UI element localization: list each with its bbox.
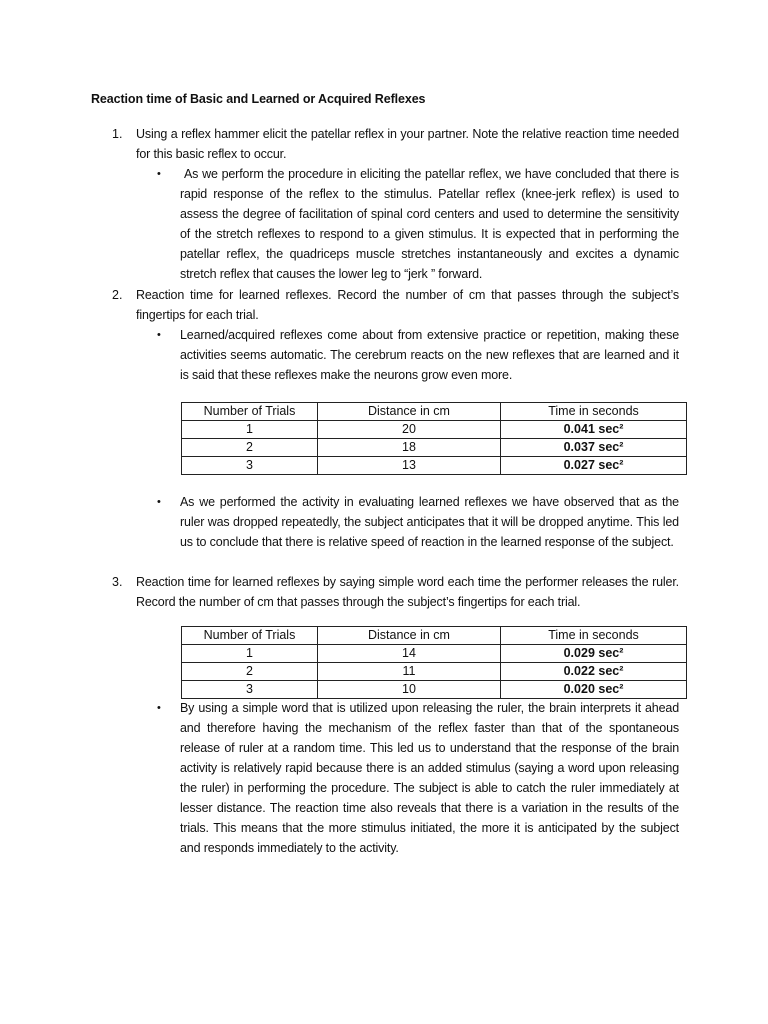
cell-time: 0.029 sec² bbox=[501, 645, 687, 663]
table-row bbox=[182, 663, 687, 681]
item-3-instruction: Reaction time for learned reflexes by saying simple word each time the performer releases the ruler. Record the number of cm that passes through the subject’s fingertips for each trial. bbox=[136, 575, 679, 609]
table-row bbox=[182, 421, 687, 439]
cell-trial: 3 bbox=[182, 457, 318, 475]
item-2-bullet-1-symbol: • bbox=[157, 329, 161, 341]
cell-trial: 1 bbox=[182, 645, 318, 663]
item-3-bullet-1-text: By using a simple word that is utilized upon releasing the ruler, the brain interprets it ahead and therefore having the mechanism of the reflex faster than that of the spontaneous release of ruler at a random time. This led us to understand that the response of the brain activity is relatively rapid because there is an added stimulus (saying a word upon releasing the ruler) in performing the procedure. The subject is able to catch the ruler immediately at lesser distance. The reaction time also reveals that there is a variation in the results of the trials. This means that the more stimulus initiated, the more it is anticipated by the subject and responds immediately to the activity. bbox=[180, 701, 679, 855]
item-3-number: 3. bbox=[112, 575, 123, 589]
item-1-bullet-1-symbol: • bbox=[157, 168, 161, 180]
cell-distance: 20 bbox=[318, 421, 501, 439]
cell-distance: 11 bbox=[318, 663, 501, 681]
item-2-bullet-1-text: Learned/acquired reflexes come about from extensive practice or repetition, making these activities seems automatic. The cerebrum reacts on the new reflexes that are learned and it is said that these reflexes make the neurons grow even more. bbox=[180, 328, 679, 382]
item-2-instruction: Reaction time for learned reflexes. Record the number of cm that passes through the subject’s fingertips for each trial. bbox=[136, 288, 679, 322]
cell-distance: 10 bbox=[318, 681, 501, 699]
header-trials: Number of Trials bbox=[182, 403, 318, 421]
cell-trial: 2 bbox=[182, 439, 318, 457]
cell-distance: 14 bbox=[318, 645, 501, 663]
table-row bbox=[182, 681, 687, 699]
cell-time: 0.041 sec² bbox=[501, 421, 687, 439]
trials-table-1 bbox=[181, 402, 687, 475]
table-row bbox=[182, 645, 687, 663]
item-1-number: 1. bbox=[112, 127, 123, 141]
trials-table-2 bbox=[181, 626, 687, 699]
cell-time: 0.020 sec² bbox=[501, 681, 687, 699]
cell-trial: 2 bbox=[182, 663, 318, 681]
cell-trial: 1 bbox=[182, 421, 318, 439]
cell-distance: 18 bbox=[318, 439, 501, 457]
table-row bbox=[182, 457, 687, 475]
item-2-bullet-2-text: As we performed the activity in evaluating learned reflexes we have observed that as the ruler was dropped repeatedly, the subject anticipates that it will be dropped anytime. This led us to conclude that there is relative speed of reaction in the learned response of the subject. bbox=[180, 495, 679, 549]
item-1-instruction: Using a reflex hammer elicit the patellar reflex in your partner. Note the relative reaction time needed for this basic reflex to occur. bbox=[136, 127, 679, 161]
header-trials: Number of Trials bbox=[182, 627, 318, 645]
item-2-bullet-2-symbol: • bbox=[157, 496, 161, 508]
header-time: Time in seconds bbox=[501, 403, 687, 421]
cell-distance: 13 bbox=[318, 457, 501, 475]
cell-time: 0.037 sec² bbox=[501, 439, 687, 457]
item-3-bullet-1-symbol: • bbox=[157, 702, 161, 714]
item-2-number: 2. bbox=[112, 288, 123, 302]
header-time: Time in seconds bbox=[501, 627, 687, 645]
header-distance: Distance in cm bbox=[318, 403, 501, 421]
cell-trial: 3 bbox=[182, 681, 318, 699]
table-header-row bbox=[182, 403, 687, 421]
cell-time: 0.027 sec² bbox=[501, 457, 687, 475]
cell-time: 0.022 sec² bbox=[501, 663, 687, 681]
header-distance: Distance in cm bbox=[318, 627, 501, 645]
document-title: Reaction time of Basic and Learned or Acquired Reflexes bbox=[91, 92, 426, 106]
item-1-bullet-1-text: As we perform the procedure in eliciting the patellar reflex, we have concluded that there is rapid response of the reflex to the stimulus. Patellar reflex (knee-jerk reflex) is used to assess the degree of facilitation of spinal cord centers and used to determine the sensitivity of the stretch reflexes to respond to a given stimulus. It is expected that in performing the patellar reflex, the quadriceps muscle stretches instantaneously and excites a dynamic stretch reflex that causes the lower leg to “jerk ” forward. bbox=[180, 167, 679, 281]
table-header-row bbox=[182, 627, 687, 645]
table-row bbox=[182, 439, 687, 457]
